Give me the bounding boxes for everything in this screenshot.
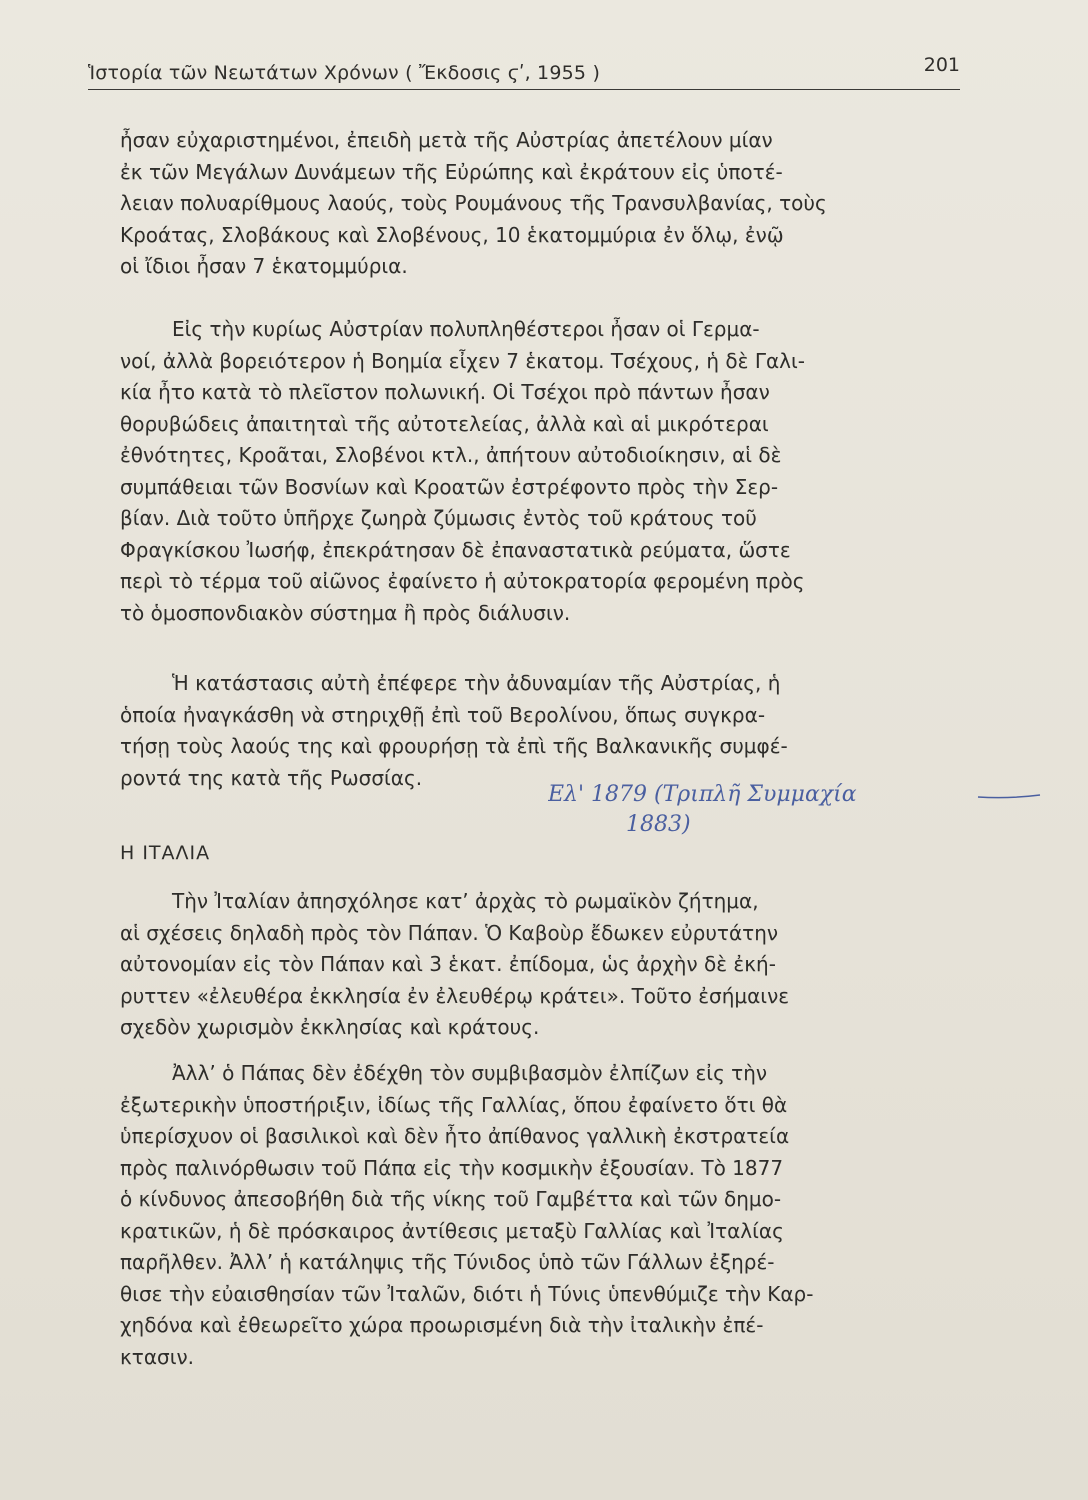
- text-line: θισε τὴν εὐαισθησίαν τῶν Ἰταλῶν, διότι ἡ Τύνις ὑπενθύμιζε τὴν Καρ-: [120, 1281, 814, 1306]
- text-line: Εἰς τὴν κυρίως Αὐστρίαν πολυπληθέστεροι ἦσαν οἱ Γερμα-: [172, 317, 760, 341]
- text-line: χηδόνα καὶ ἐθεωρεῖτο χώρα προωρισμένη διὰ τὴν ἰταλικὴν ἐπέ-: [120, 1313, 764, 1337]
- running-header: [88, 52, 964, 92]
- handwritten-note: [548, 775, 1048, 855]
- paragraph-austria-1: [120, 125, 972, 283]
- text-line: ὁ κίνδυνος ἀπεσοβήθη διὰ τῆς νίκης τοῦ Γαμβέττα καὶ τῶν δημο-: [120, 1187, 782, 1211]
- text-line: λειαν πολυαρίθμους λαούς, τοὺς Ρουμάνους τῆς Τρανσυλβανίας, τοὺς: [120, 191, 827, 215]
- text-line: ἦσαν εὐχαριστημένοι, ἐπειδὴ μετὰ τῆς Αὐστρίας ἀπετέλουν μίαν: [120, 128, 773, 152]
- text-line: παρῆλθεν. Ἀλλ’ ἡ κατάληψις τῆς Τύνιδος ὑπὸ τῶν Γάλλων ἐξηρέ-: [120, 1250, 775, 1274]
- text-line: Κροάτας, Σλοβάκους καὶ Σλοβένους, 10 ἑκατομμύρια ἐν ὅλῳ, ἐνῷ: [120, 222, 784, 247]
- handwritten-note-line1: Ελ' 1879 (Τριπλῆ Συμμαχία: [548, 782, 857, 807]
- text-line: συμπάθειαι τῶν Βοσνίων καὶ Κροατῶν ἐστρέφοντο πρὸς τὴν Σερ-: [120, 474, 779, 499]
- text-line: πρὸς παλινόρθωσιν τοῦ Πάπα εἰς τὴν κοσμικὴν ἐξουσίαν. Τὸ 1877: [120, 1155, 784, 1180]
- paragraph-italy-2: [120, 1058, 972, 1373]
- header-rule: [88, 89, 960, 90]
- text-line: περὶ τὸ τέρμα τοῦ αἰῶνος ἐφαίνετο ἡ αὐτοκρατορία φερομένη πρὸς: [120, 569, 805, 593]
- text-line: ροντά της κατὰ τῆς Ρωσσίας.: [120, 765, 423, 790]
- text-line: θορυβώδεις ἀπαιτηταὶ τῆς αὐτοτελείας, ἀλλὰ καὶ αἱ μικρότεραι: [120, 411, 769, 436]
- text-line: κτασιν.: [120, 1344, 194, 1369]
- text-line: Ἡ κατάστασις αὐτὴ ἐπέφερε τὴν ἀδυναμίαν τῆς Αὐστρίας, ἡ: [172, 671, 781, 695]
- text-line: ρυττεν «ἐλευθέρα ἐκκλησία ἐν ἐλευθέρῳ κράτει». Τοῦτο ἐσήμαινε: [120, 983, 790, 1008]
- text-line: αἱ σχέσεις δηλαδὴ πρὸς τὸν Πάπαν. Ὁ Καβοὺρ ἔδωκεν εὐρυτάτην: [120, 920, 779, 945]
- text-line: ἐξωτερικὴν ὑποστήριξιν, ἰδίως τῆς Γαλλίας, ὅπου ἐφαίνετο ὅτι θὰ: [120, 1092, 788, 1117]
- text-line: Τὴν Ἰταλίαν ἀπησχόλησε κατ’ ἀρχὰς τὸ ρωμαϊκὸν ζήτημα,: [172, 889, 759, 913]
- page-number: 201: [923, 54, 960, 76]
- handwritten-stroke: [978, 795, 1040, 798]
- text-line: αὐτονομίαν εἰς τὸν Πάπαν καὶ 3 ἑκατ. ἐπίδομα, ὡς ἀρχὴν δὲ ἐκή-: [120, 952, 776, 976]
- text-line: ἐθνότητες, Κροᾶται, Σλοβένοι κτλ., ἀπήτουν αὐτοδιοίκησιν, αἱ δὲ: [120, 443, 782, 467]
- paragraph-austria-2: [120, 314, 972, 629]
- text-line: τὸ ὁμοσπονδιακὸν σύστημα ἢ πρὸς διάλυσιν.: [120, 600, 571, 625]
- text-line: τήσῃ τοὺς λαούς της καὶ φρουρήσῃ τὰ ἐπὶ τῆς Βαλκανικῆς συμφέ-: [120, 734, 788, 758]
- text-line: σχεδὸν χωρισμὸν ἐκκλησίας καὶ κράτους.: [120, 1015, 540, 1039]
- section-heading: Η ΙΤΑΛΙΑ: [120, 842, 211, 864]
- text-line: οἱ ἴδιοι ἦσαν 7 ἑκατομμύρια.: [120, 254, 408, 278]
- running-header-title: Ἱστορία τῶν Νεωτάτων Χρόνων ( Ἔκδοσις ϛʹ, 1955 ): [88, 62, 601, 84]
- text-line: ἐκ τῶν Μεγάλων Δυνάμεων τῆς Εὐρώπης καὶ ἐκράτουν εἰς ὑποτέ-: [120, 159, 783, 184]
- text-line: κρατικῶν, ἡ δὲ πρόσκαιρος ἀντίθεσις μεταξὺ Γαλλίας καὶ Ἰταλίας: [120, 1218, 784, 1243]
- text-line: κία ἦτο κατὰ τὸ πλεῖστον πολωνική. Οἱ Τσέχοι πρὸ πάντων ἦσαν: [120, 380, 770, 404]
- text-line: νοί, ἀλλὰ βορειότερον ἡ Βοημία εἶχεν 7 ἑκατομ. Τσέχους, ἡ δὲ Γαλι-: [120, 348, 805, 373]
- text-line: ὁποία ἠναγκάσθη νὰ στηριχθῇ ἐπὶ τοῦ Βερολίνου, ὅπως συγκρα-: [120, 702, 766, 727]
- text-line: ὑπερίσχυον οἱ βασιλικοὶ καὶ δὲν ἦτο ἀπίθανος γαλλικὴ ἐκστρατεία: [120, 1124, 790, 1148]
- text-line: βίαν. Διὰ τοῦτο ὑπῆρχε ζωηρὰ ζύμωσις ἐντὸς τοῦ κράτους τοῦ: [120, 506, 757, 530]
- paragraph-italy-1: [120, 886, 972, 1044]
- text-line: Ἀλλ’ ὁ Πάπας δὲν ἐδέχθη τὸν συμβιβασμὸν ἐλπίζων εἰς τὴν: [172, 1061, 768, 1085]
- text-line: Φραγκίσκου Ἰωσήφ, ἐπεκράτησαν δὲ ἐπαναστατικὰ ρεύματα, ὥστε: [120, 537, 791, 562]
- handwritten-note-line2: 1883): [626, 812, 691, 837]
